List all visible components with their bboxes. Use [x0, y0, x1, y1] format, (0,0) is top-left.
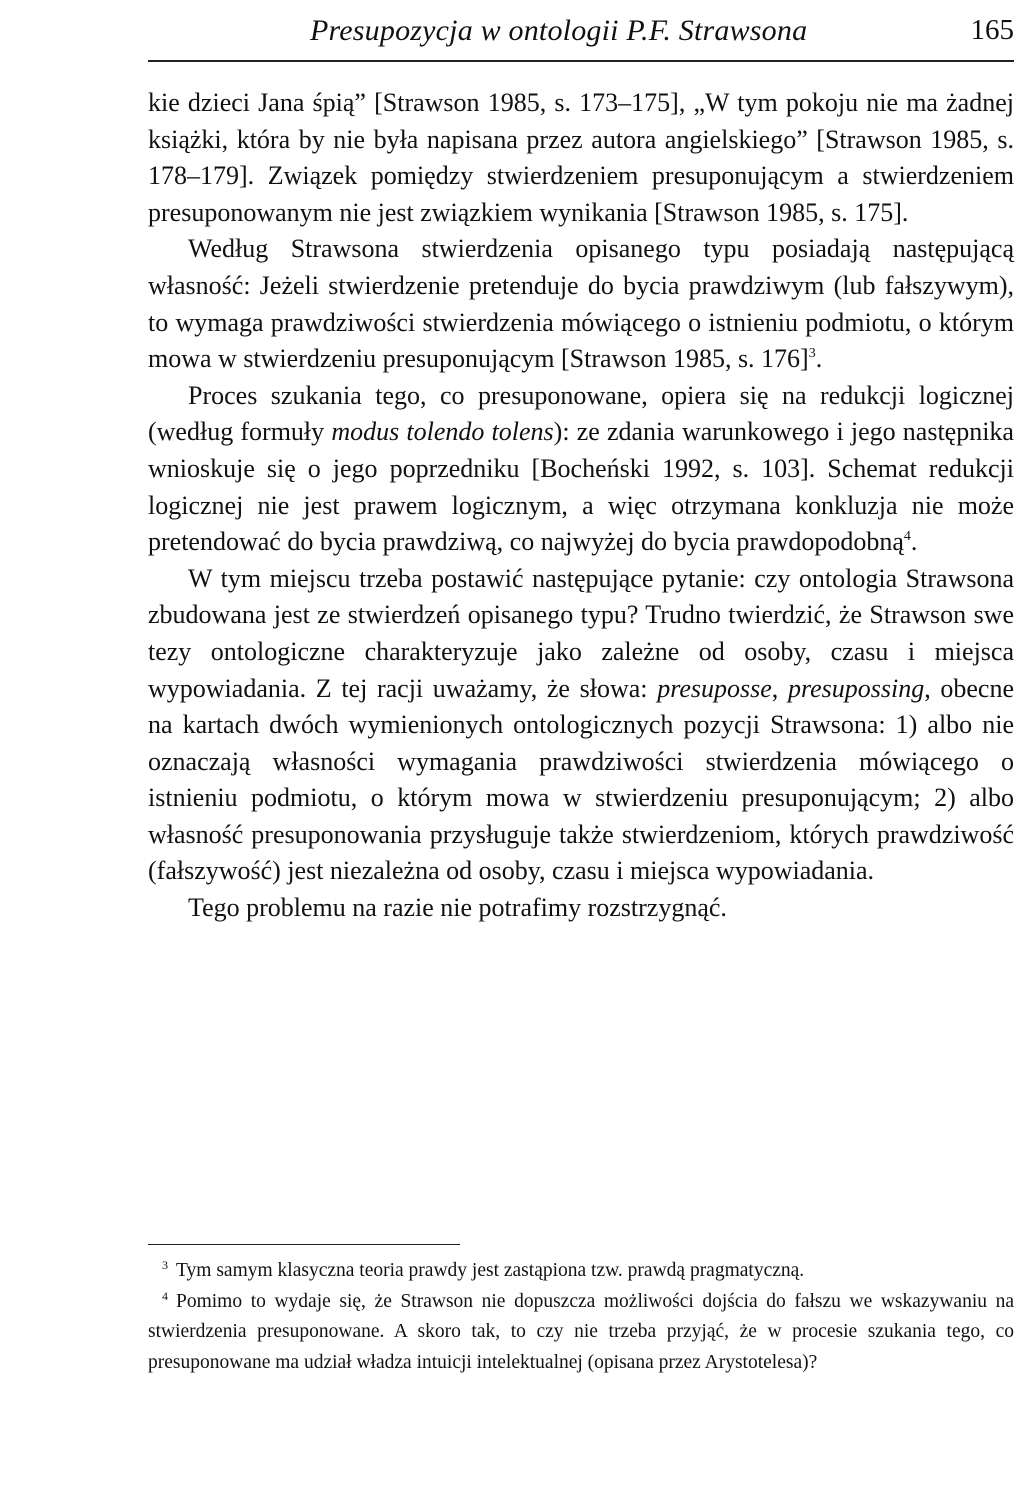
footnote-4-number: 4 — [162, 1288, 168, 1303]
paragraph-4-term-presuposse: presuposse — [657, 673, 772, 703]
paragraph-3-latin-term: modus tolendo tolens — [331, 417, 554, 447]
paragraph-4-before: W tym miejscu trzeba postawić następujące pytanie: czy ontologia Strawsona zbudowana jest ze stwierdzeń opisanego typu? Trudno twierdzić, że Strawson swe tezy ontologiczne charakteryzuje jako zależne od osoby, czasu i miejsca wypowiadania. Z tej racji uważamy, że słowa: — [148, 563, 1014, 703]
paragraph-1-text: kie dzieci Jana śpią” [Strawson 1985, s. 173–175], „W tym pokoju nie ma żadnej książki, która by nie była napisana przez autora angielskiego” [Strawson 1985, s. 178–179]. Związek pomiędzy stwierdzeniem presuponującym a stwierdzeniem presuponowanym nie jest związkiem wynikania [Strawson 1985, s. 175]. — [148, 88, 1014, 227]
paragraph-3-after: ): ze zdania warunkowego i jego następnika wnioskuje się o jego poprzedniku [Bocheński 1992, s. 103]. Schemat redukcji logicznej nie jest prawem logicznym, a więc otrzymana konkluzja nie może pretendować do bycia prawdziwą, co najwyżej do bycia prawdopodobną — [148, 417, 1014, 557]
footnote-3-number: 3 — [162, 1258, 168, 1272]
main-text — [148, 85, 1014, 927]
paragraph-5 — [148, 890, 1014, 927]
footnote-ref-3[interactable]: 3 — [808, 346, 816, 362]
footnote-3 — [148, 1256, 1014, 1287]
paragraph-4-after: , obecne na kartach dwóch wymienionych ontologicznych pozycji Strawsona: 1) albo nie oznaczają własności wymagania prawdziwości stwierdzenia mówiącego o istnieniu podmiotu, o którym mowa w stwierdzeniu presuponującym; 2) albo własność presuponowania przysługuje także stwierdzeniom, których prawdziwość (fałszywość) jest niezależna od osoby, czasu i miejsca wypowiadania. — [148, 673, 1015, 886]
paragraph-3 — [148, 378, 1014, 561]
footnote-ref-4[interactable]: 4 — [903, 529, 911, 545]
paragraph-4 — [148, 561, 1014, 890]
running-title: Presupozycja w ontologii P.F. Strawsona — [310, 14, 808, 47]
paragraph-3-before: Proces szukania tego, co presuponowane, opiera się na redukcji logicznej (według formuły — [148, 380, 1014, 447]
paragraph-2-end: . — [815, 344, 823, 374]
paragraph-2-text: Według Strawsona stwierdzenia opisanego typu posiadają następującą własność: Jeżeli stwierdzenie pretenduje do bycia prawdziwym (lub fałszywym), to wymaga prawdziwości stwierdzenia mówiącego o istnieniu podmiotu, o którym mowa w stwierdzeniu presuponującym [Strawson 1985, s. 176] — [148, 234, 1014, 374]
page-header — [148, 12, 1014, 56]
footnote-4-text: Pomimo to wydaje się, że Strawson nie dopuszcza możliwości dojścia do fałszu we wskazywaniu na stwierdzenia presuponowane. A skoro tak, to czy nie trzeba przyjąć, że w procesie szukania tego, co presuponowane ma udział władza intuicji intelektualnej (opisana przez Arystotelesa)? — [148, 1290, 1014, 1373]
footnote-4 — [148, 1287, 1014, 1379]
paragraph-2 — [148, 231, 1014, 377]
paragraph-5-text: Tego problemu na razie nie potrafimy rozstrzygnąć. — [188, 893, 727, 923]
footnote-separator — [148, 1244, 460, 1245]
paragraph-1 — [148, 85, 1014, 231]
footnotes — [148, 1256, 1014, 1378]
page-number: 165 — [970, 14, 1014, 46]
paragraph-4-term-presupossing: presupossing — [787, 673, 925, 703]
paragraph-3-end: . — [910, 527, 918, 557]
header-rule — [148, 60, 1014, 62]
paragraph-4-sep: , — [771, 673, 788, 703]
footnote-3-text: Tym samym klasyczna teoria prawdy jest zastąpiona tzw. prawdą pragmatyczną. — [176, 1260, 805, 1281]
